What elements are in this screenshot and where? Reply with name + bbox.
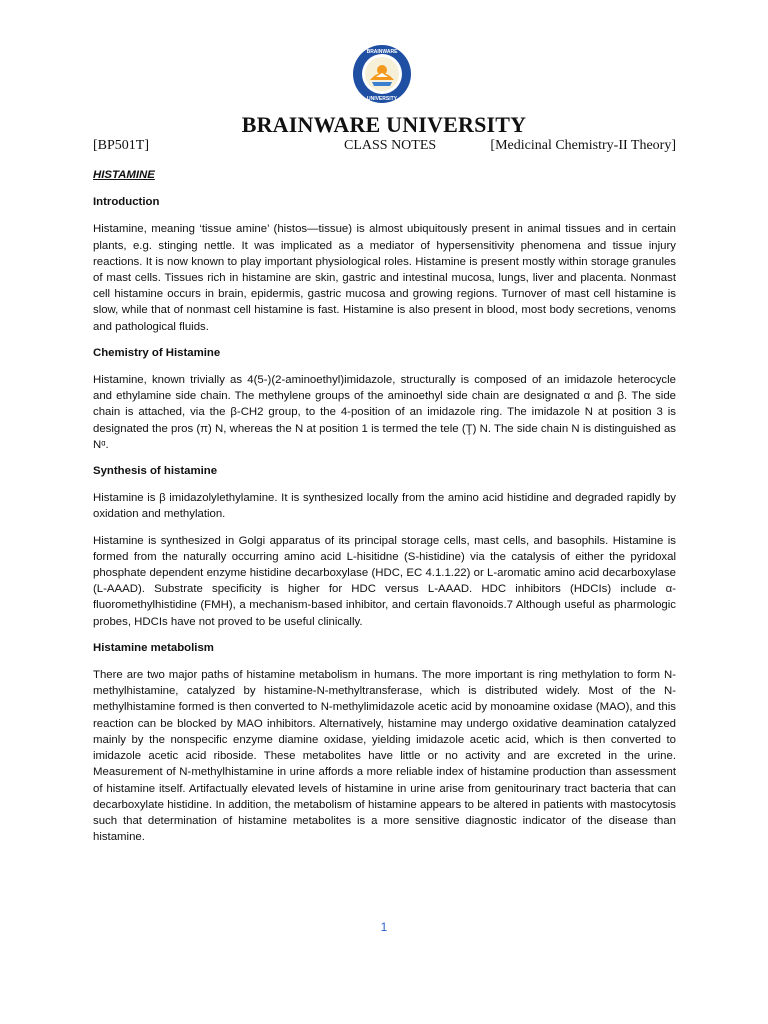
paragraph-metabolism: There are two major paths of histamine metabolism in humans. The more important is ring methylation to form N-methylhistamine, catalyzed by histamine-N-methyltransferase, which is distributed widely. Most of the N-methylhistamine formed is then converted to N-methylimidazole acetic acid by monoamine oxidase (MAO), and this reaction can be blocked by MAO inhibitors. Alternatively, histamine may undergo oxidative deamination catalyzed mainly by the nonspecific enzyme diamine oxidase, yielding imidazole acetic acid, which is then converted to imidazole acetic acid riboside. These metabolites have little or no activity and are excreted in the urine. Measurement of N-methylhistamine in urine affords a more reliable index of histamine production than assessment of histamine itself. Artifactually elevated levels of histamine in urine arise from genitourinary tract bacteria that can decarboxylate histidine. In addition, the metabolism of histamine appears to be altered in patients with mastocytosis such that determination of histamine metabolites is a more sensitive diagnostic indicator of the disease than histamine.: [93, 669, 676, 844]
section-heading-metabolism: Histamine metabolism: [93, 641, 214, 654]
paragraph-synthesis-2: Histamine is synthesized in Golgi apparatus of its principal storage cells, mast cells, and basophils. Histamine is formed from the naturally occurring amino acid L-hisitidne (S-histidine) via the catalysis of either the pyridoxal phosphate dependent enzyme histidine decarboxylase (HDC, EC 4.1.1.22) or L-aromatic amino acid decarboxylase (L-AAAD). Substrate specificity is higher for HDC versus L-AAAD. HDC inhibitors (HDCIs) include α-fluoromethylhistidine (FMH), a mechanism-based inhibitor, and certain flavonoids.7 Although useful as pharmologic probes, HDCIs have not proved to be useful clinically.: [93, 534, 676, 628]
paragraph-chemistry: Histamine, known trivially as 4(5-)(2-aminoethyl)imidazole, structurally is composed of an imidazole heterocycle and ethylamine side chain. The methylene groups of the aminoethyl side chain are designated α and β. The side chain is attached, via the β-CH2 group, to the 4-position of an imidazole ring. The imidazole N at position 3 is designated the pros (π) N, whereas the N at position 1 is termed the tele (Ţ) N. The side chain N is distinguished as Nᵅ.: [93, 374, 676, 451]
course-name: [Medicinal Chemistry-II Theory]: [490, 138, 676, 153]
course-code: [BP501T]: [93, 138, 149, 153]
logo-text-bottom: UNIVERSITY: [366, 96, 398, 102]
page-number: 1: [380, 920, 388, 934]
notes-body: [93, 167, 676, 855]
university-logo: [352, 44, 412, 104]
section-heading-synthesis: Synthesis of histamine: [93, 465, 218, 478]
university-title: BRAINWARE UNIVERSITY: [241, 112, 527, 137]
logo-text-top: BRAINWARE: [366, 49, 398, 55]
paragraph-introduction: Histamine, meaning ‘tissue amine’ (histos—tissue) is almost ubiquitously present in animal tissues and in certain plants, e.g. stinging nettle. It was implicated as a mediator of hypersensitivity phenomena and tissue injury reactions. It is now known to play important physiological roles. Histamine is present mostly within storage granules of mast cells. Tissues rich in histamine are skin, gastric and intestinal mucosa, lungs, liver and placenta. Nonmast cell histamine occurs in brain, epidermis, gastric mucosa and growing regions. Turnover of mast cell histamine is slow, while that of nonmast cell histamine is fast. Histamine is also present in blood, most body secretions, venoms and pathological fluids.: [93, 223, 676, 333]
paragraph-synthesis-1: Histamine is β imidazolylethylamine. It is synthesized locally from the amino acid histidine and degraded rapidly by oxidation and methylation.: [93, 492, 676, 521]
section-heading-introduction: Introduction: [93, 196, 160, 209]
section-heading-chemistry: Chemistry of Histamine: [93, 346, 221, 359]
document-type: CLASS NOTES: [344, 138, 437, 153]
main-heading: HISTAMINE: [93, 169, 155, 181]
